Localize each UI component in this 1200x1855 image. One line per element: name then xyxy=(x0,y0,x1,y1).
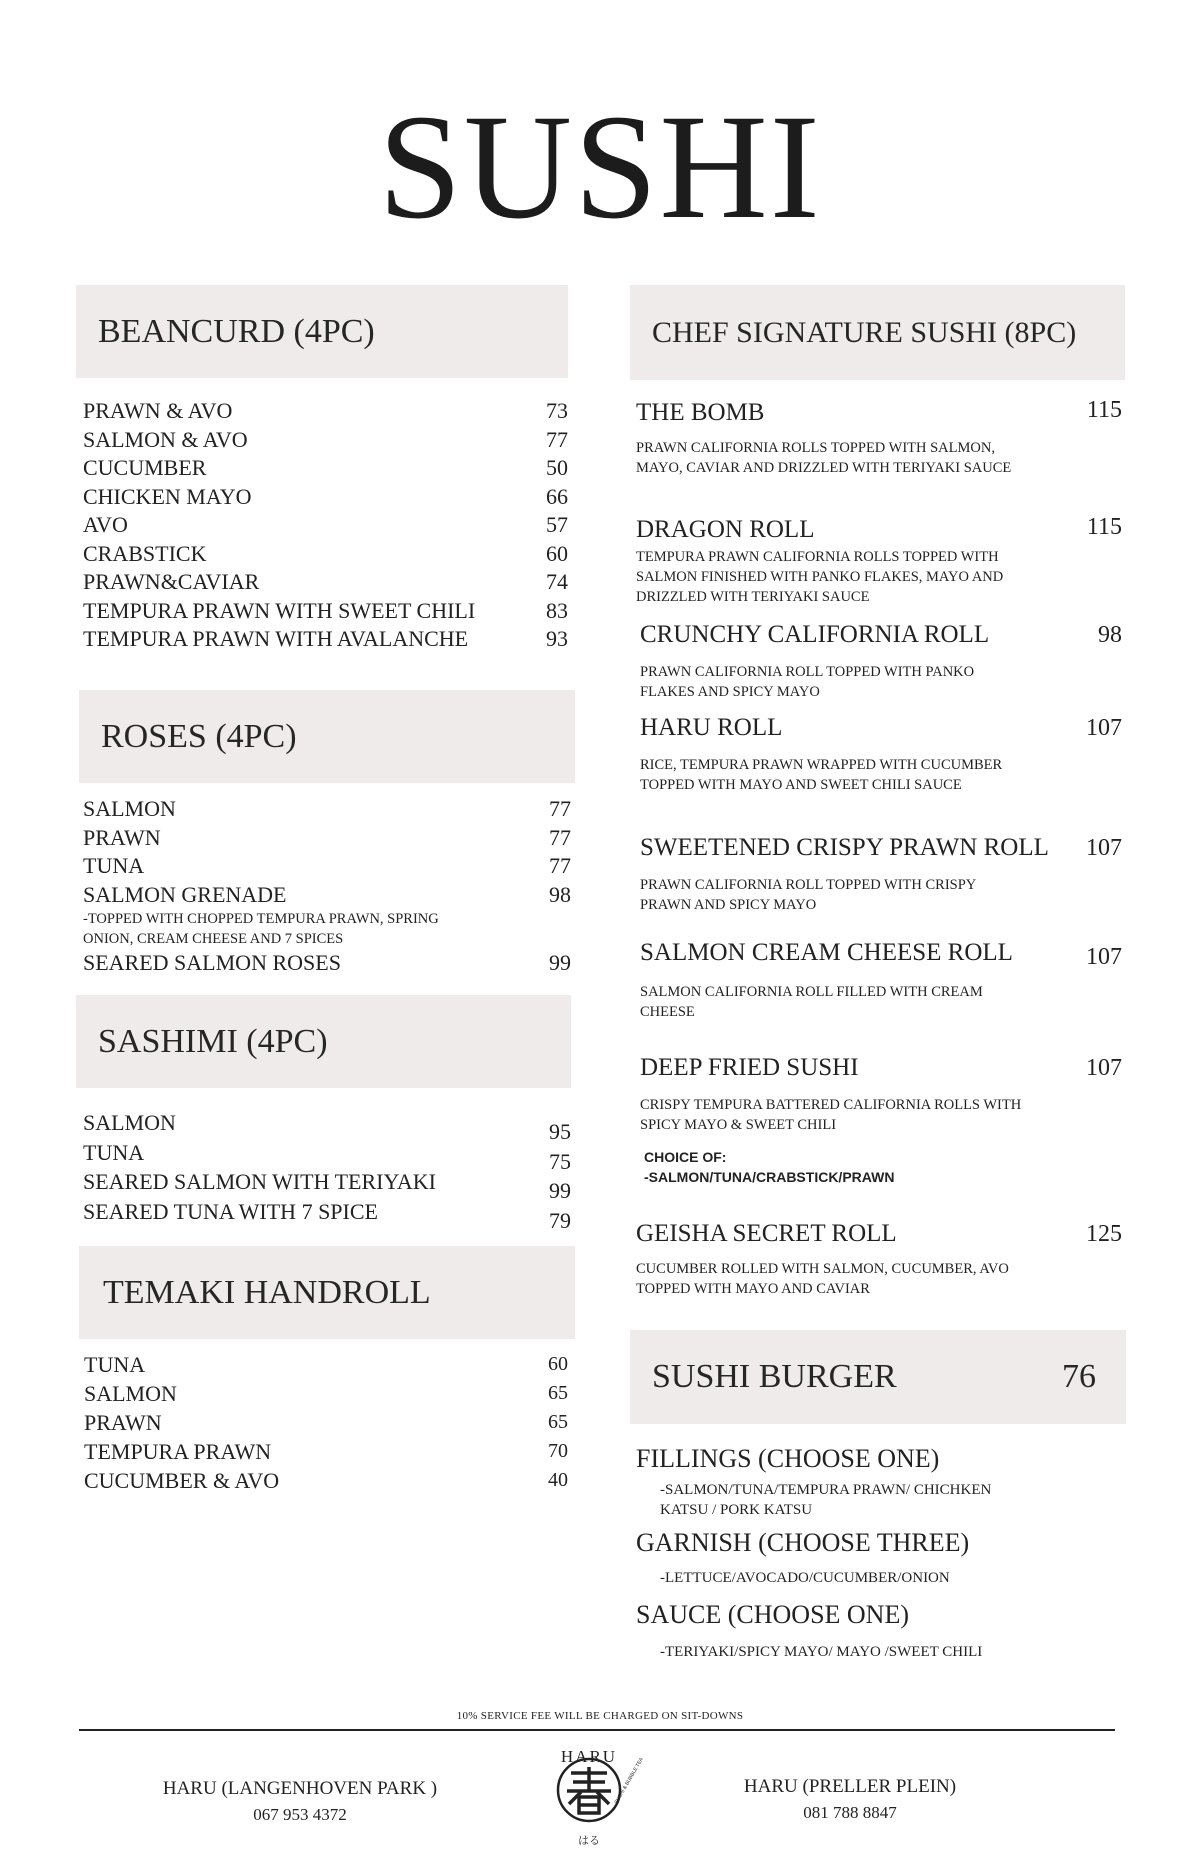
item-name: SALMON xyxy=(84,1381,177,1406)
signature-item xyxy=(630,1219,1122,1299)
item-name: CUCUMBER xyxy=(83,455,207,480)
menu-item xyxy=(75,852,575,881)
item-price: 98 xyxy=(1098,622,1122,648)
temaki-items xyxy=(76,1350,572,1495)
item-price: 115 xyxy=(1086,514,1122,540)
logo-subtext: SUSHI & BUBBLE TEA xyxy=(613,1756,645,1805)
item-name: TUNA xyxy=(83,853,145,878)
sauce-label: SAUCE (CHOOSE ONE) xyxy=(636,1600,909,1629)
signature-item xyxy=(634,620,1122,702)
menu-item xyxy=(75,1197,575,1233)
item-price: 77 xyxy=(549,824,571,850)
item-name: SALMON & AVO xyxy=(83,426,248,452)
section-price: 76 xyxy=(1062,1358,1096,1395)
item-name: SALMON xyxy=(83,1110,176,1135)
menu-item xyxy=(75,568,572,597)
item-description: PRAWN CALIFORNIA ROLLS TOPPED WITH SALMON, MAYO, CAVIAR AND DRIZZLED WITH TERIYAKI SAUCE xyxy=(636,440,1012,476)
item-price: 77 xyxy=(549,796,571,821)
item-name: TEMPURA PRAWN WITH AVALANCHE xyxy=(83,626,469,651)
signature-item xyxy=(634,713,1122,795)
location-langenhoven xyxy=(140,1776,460,1828)
signature-items xyxy=(630,0,1122,1320)
signature-item xyxy=(634,1053,1122,1187)
section-title: CHEF SIGNATURE SUSHI (8PC) xyxy=(652,315,1077,349)
item-price: 57 xyxy=(546,512,568,537)
item-price: 107 xyxy=(1086,944,1122,970)
item-description: PRAWN CALIFORNIA ROLL TOPPED WITH CRISPY PRAWN AND SPICY MAYO xyxy=(640,877,976,913)
item-name: PRAWN & AVO xyxy=(83,398,233,423)
beancurd-items xyxy=(75,397,572,654)
item-name: DEEP FRIED SUSHI xyxy=(640,1054,859,1081)
menu-item xyxy=(75,426,572,455)
haru-logo xyxy=(551,1740,645,1850)
section-title: SASHIMI (4PC) xyxy=(98,1022,328,1060)
item-price: 115 xyxy=(1086,397,1122,423)
section-header xyxy=(630,1330,1126,1424)
signature-item xyxy=(634,938,1122,1022)
item-name: DRAGON ROLL xyxy=(636,516,815,543)
menu-item xyxy=(75,824,575,853)
menu-item xyxy=(75,511,572,540)
roses-section xyxy=(79,690,575,783)
item-name: CRABSTICK xyxy=(83,540,207,566)
item-price: 73 xyxy=(546,398,568,423)
item-name: CRUNCHY CALIFORNIA ROLL xyxy=(640,621,990,648)
location-name: HARU (LANGENHOVEN PARK ) xyxy=(162,1778,438,1799)
item-name: CHICKEN MAYO xyxy=(83,483,252,509)
sashimi-section xyxy=(76,995,571,1088)
item-price: 79 xyxy=(549,1207,571,1233)
menu-item xyxy=(75,795,575,824)
menu-item xyxy=(75,949,575,978)
item-name: PRAWN&CAVIAR xyxy=(83,569,260,594)
item-price: 95 xyxy=(549,1119,571,1144)
location-preller-plein xyxy=(710,1774,990,1826)
choice-options: -SALMON/TUNA/CRABSTICK/PRAWN xyxy=(644,1169,895,1185)
item-name: SWEETENED CRISPY PRAWN ROLL xyxy=(640,834,1049,861)
item-price: 77 xyxy=(549,853,571,878)
garnish-options: -LETTUCE/AVOCADO/CUCUMBER/ONION xyxy=(660,1570,950,1586)
service-fee-note: 10% SERVICE FEE WILL BE CHARGED ON SIT-DOWNS xyxy=(456,1710,744,1722)
menu-item xyxy=(75,454,572,483)
menu-item xyxy=(75,1167,575,1203)
sushi-burger-section xyxy=(630,1330,1126,1424)
menu-item xyxy=(75,540,572,569)
item-price: 99 xyxy=(549,1178,571,1203)
item-name: PRAWN xyxy=(84,1410,162,1435)
footer-divider xyxy=(79,1729,1115,1731)
sushi-burger-options xyxy=(630,1442,1126,1662)
item-name: SALMON xyxy=(83,796,176,821)
menu-item xyxy=(75,1138,575,1174)
menu-item xyxy=(75,1108,575,1144)
item-price: 70 xyxy=(548,1440,568,1462)
item-price: 125 xyxy=(1086,1221,1122,1247)
item-name: AVO xyxy=(83,512,128,537)
item-price: 60 xyxy=(548,1353,568,1375)
page-title: SUSHI xyxy=(378,84,822,250)
item-price: 83 xyxy=(546,597,568,623)
item-description: -TOPPED WITH CHOPPED TEMPURA PRAWN, SPRING ONION, CREAM CHEESE AND 7 SPICES xyxy=(83,911,439,947)
menu-item xyxy=(76,1350,572,1379)
roses-items xyxy=(75,795,575,978)
item-price: 107 xyxy=(1086,1055,1122,1081)
item-name: TUNA xyxy=(84,1352,146,1377)
item-name: SEARED SALMON WITH TERIYAKI xyxy=(83,1169,437,1194)
item-price: 60 xyxy=(546,540,568,566)
menu-item xyxy=(75,881,575,910)
menu-item xyxy=(75,625,572,654)
sashimi-items xyxy=(75,1108,575,1233)
signature-item xyxy=(630,515,1122,607)
item-description: TEMPURA PRAWN CALIFORNIA ROLLS TOPPED WITH SALMON FINISHED WITH PANKO FLAKES, MAYO AND DRIZZLED WITH TERIYAKI SAUCE xyxy=(636,549,1004,605)
item-price: 66 xyxy=(546,483,568,509)
item-price: 77 xyxy=(546,426,568,452)
choice-label: CHOICE OF: xyxy=(644,1149,727,1165)
item-price: 65 xyxy=(548,1382,568,1404)
section-header xyxy=(79,1246,575,1339)
item-name: GEISHA SECRET ROLL xyxy=(636,1220,897,1247)
item-name: TEMPURA PRAWN xyxy=(84,1439,272,1464)
sauce-options: -TERIYAKI/SPICY MAYO/ MAYO /SWEET CHILI xyxy=(660,1644,983,1660)
logo-kana: はる xyxy=(578,1834,600,1847)
menu-item xyxy=(75,597,572,626)
item-price: 107 xyxy=(1086,835,1122,861)
temaki-section xyxy=(79,1246,575,1339)
menu-item xyxy=(76,1466,572,1495)
item-name: THE BOMB xyxy=(636,399,765,426)
item-price: 75 xyxy=(549,1148,571,1174)
item-name: SALMON GRENADE xyxy=(83,881,287,907)
menu-item xyxy=(75,397,572,426)
item-description: RICE, TEMPURA PRAWN WRAPPED WITH CUCUMBER TOPPED WITH MAYO AND SWEET CHILI SAUCE xyxy=(640,757,1003,793)
section-title: ROSES (4PC) xyxy=(101,717,297,755)
location-phone: 081 788 8847 xyxy=(803,1803,897,1822)
item-price: 74 xyxy=(546,569,568,594)
fillings-label: FILLINGS (CHOOSE ONE) xyxy=(636,1444,940,1473)
item-price: 50 xyxy=(546,455,568,480)
item-name: SEARED TUNA WITH 7 SPICE xyxy=(83,1198,378,1224)
garnish-label: GARNISH (CHOOSE THREE) xyxy=(636,1528,970,1557)
item-description: SALMON CALIFORNIA ROLL FILLED WITH CREAM CHEESE xyxy=(640,984,983,1020)
item-name: TEMPURA PRAWN WITH SWEET CHILI xyxy=(83,597,476,623)
item-name: SALMON CREAM CHEESE ROLL xyxy=(640,939,1013,966)
item-name: SEARED SALMON ROSES xyxy=(83,950,341,975)
item-price: 107 xyxy=(1086,715,1122,741)
menu-item xyxy=(76,1437,572,1466)
item-price: 65 xyxy=(548,1411,568,1433)
item-name: HARU ROLL xyxy=(640,714,783,741)
item-name: TUNA xyxy=(83,1139,145,1165)
item-price: 98 xyxy=(549,881,571,907)
item-description: PRAWN CALIFORNIA ROLL TOPPED WITH PANKO FLAKES AND SPICY MAYO xyxy=(640,664,975,700)
item-price: 93 xyxy=(546,626,568,651)
section-header xyxy=(79,690,575,783)
item-name: PRAWN xyxy=(83,824,161,850)
menu-item xyxy=(76,1408,572,1437)
location-name: HARU (PRELLER PLEIN) xyxy=(743,1776,957,1797)
item-name: CUCUMBER & AVO xyxy=(84,1468,280,1493)
signature-item xyxy=(634,833,1122,915)
beancurd-section xyxy=(76,285,568,378)
location-phone: 067 953 4372 xyxy=(253,1805,347,1824)
section-title: SUSHI BURGER xyxy=(652,1358,897,1395)
logo-text: HARU xyxy=(560,1747,618,1766)
section-header xyxy=(76,285,568,378)
item-description: CUCUMBER ROLLED WITH SALMON, CUCUMBER, AVO TOPPED WITH MAYO AND CAVIAR xyxy=(636,1261,1009,1297)
item-price: 40 xyxy=(548,1469,568,1491)
item-price: 99 xyxy=(549,950,571,975)
menu-item xyxy=(75,483,572,512)
fillings-options: -SALMON/TUNA/TEMPURA PRAWN/ CHICHKEN KATSU / PORK KATSU xyxy=(660,1482,992,1518)
section-header xyxy=(76,995,571,1088)
menu-item xyxy=(76,1379,572,1408)
section-title: TEMAKI HANDROLL xyxy=(103,1273,431,1311)
haru-logo-icon xyxy=(551,1740,645,1850)
section-title: BEANCURD (4PC) xyxy=(98,312,375,350)
signature-item xyxy=(630,398,1122,478)
item-description: CRISPY TEMPURA BATTERED CALIFORNIA ROLLS WITH SPICY MAYO & SWEET CHILI xyxy=(640,1097,1022,1133)
